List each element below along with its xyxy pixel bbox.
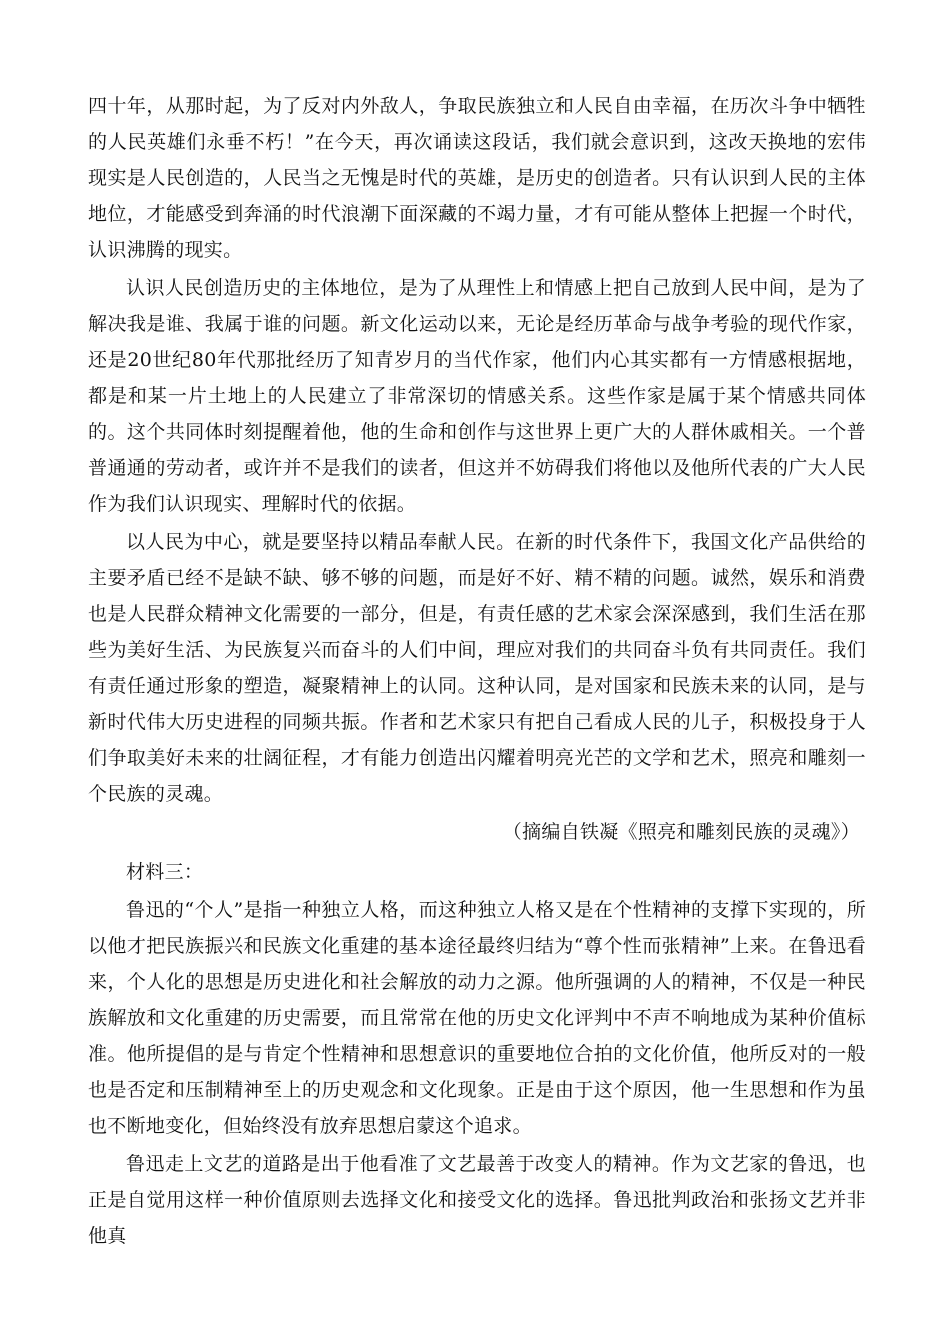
paragraph-2: 认识人民创造历史的主体地位，是为了从理性上和情感上把自己放到人民中间，是为了解决我是谁、我属于谁的问题。新文化运动以来，无论是经历革命与战争考验的现代作家，还是20世纪80年代那批经历了知青岁月的当代作家，他们内心其实都有一方情感根据地，都是和某一片土地上的人民建立了非常深切的情感关系。这些作家是属于某个情感共同体的。这个共同体时刻提醒着他，他的生命和创作与这世界上更广大的人群休戚相关。一个普普通通的劳动者，或许并不是我们的读者，但这并不妨碍我们将他以及他所代表的广大人民作为我们认识现实、理解时代的依据。 (88, 277, 866, 515)
paragraph-1: 四十年，从那时起，为了反对内外敌人，争取民族独立和人民自由幸福，在历次斗争中牺牲的人民英雄们永垂不朽！”在今天，再次诵读这段话，我们就会意识到，这改天换地的宏伟现实是人民创造的，人民当之无愧是时代的英雄，是历史的创造者。只有认识到人民的主体地位，才能感受到奔涌的时代浪潮下面深藏的不竭力量，才有可能从整体上把握一个时代，认识沸腾的现实。 (88, 95, 866, 261)
paragraph-4: 鲁迅的“个人”是指一种独立人格，而这种独立人格又是在个性精神的支撑下实现的，所以他才把民族振兴和民族文化重建的基本途径最终归结为“尊个性而张精神”上来。在鲁迅看来，个人化的思想是历史进化和社会解放的动力之源。他所强调的人的精神，不仅是一种民族解放和文化重建的历史需要，而且常常在他的历史文化评判中不声不响地成为某种价值标准。他所提倡的是与肯定个性精神和思想意识的重要地位合拍的文化价值，他所反对的一般也是否定和压制精神至上的历史观念和文化现象。正是由于这个原因，他一生思想和作为虽也不断地变化，但始终没有放弃思想启蒙这个追求。 (88, 899, 866, 1137)
paragraph-5: 鲁迅走上文艺的道路是出于他看准了文艺最善于改变人的精神。作为文艺家的鲁迅，也正是自觉用这样一种价值原则去选择文化和接受文化的选择。鲁迅批判政治和张扬文艺并非他真 (88, 1153, 866, 1247)
article-body (88, 88, 866, 1256)
material-heading: 材料三： (126, 861, 204, 883)
paragraph-3: 以人民为中心，就是要坚持以精品奉献人民。在新的时代条件下，我国文化产品供给的主要矛盾已经不是缺不缺、够不够的问题，而是好不好、精不精的问题。诚然，娱乐和消费也是人民群众精神文化需要的一部分，但是，有责任感的艺术家会深深感到，我们生活在那些为美好生活、为民族复兴而奋斗的人们中间，理应对我们的共同奋斗负有共同责任。我们有责任通过形象的塑造，凝聚精神上的认同。这种认同，是对国家和民族未来的认同，是与新时代伟大历史进程的同频共振。作者和艺术家只有把自己看成人民的儿子，积极投身于人们争取美好未来的壮阔征程，才有能力创造出闪耀着明亮光芒的文学和艺术，照亮和雕刻一个民族的灵魂。 (88, 531, 866, 805)
source-citation: （摘编自铁凝《照亮和雕刻民族的灵魂》） (502, 821, 860, 843)
